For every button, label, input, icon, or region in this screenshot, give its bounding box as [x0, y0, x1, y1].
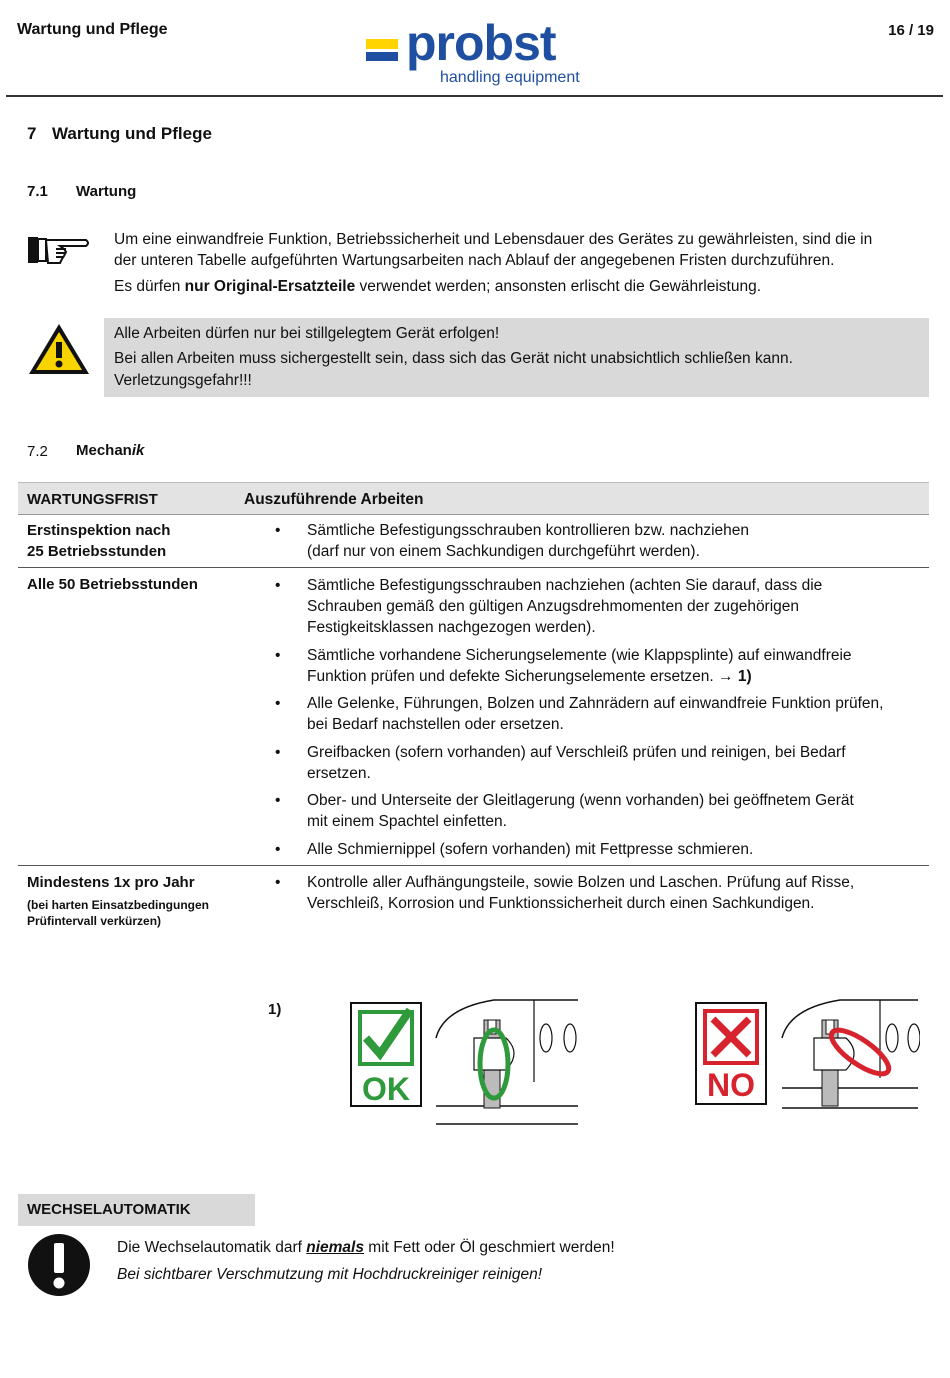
subsection-number-7-1: 7.1: [27, 183, 48, 200]
row2-task-6-line1: Alle Schmiernippel (sofern vorhanden) mit Fettpresse schmieren.: [307, 841, 754, 858]
row1-task-1-text: [307, 520, 927, 562]
pointing-hand-icon: [26, 232, 92, 268]
wechsel-line1-pre: Die Wechselautomatik darf: [117, 1239, 307, 1256]
bullet: •: [275, 841, 281, 858]
mechanik-upright: Mechan: [76, 442, 132, 459]
wechselautomatik-heading: WECHSELAUTOMATIK: [18, 1194, 255, 1226]
row-divider: [18, 865, 929, 866]
row2-task-1-line2: Schrauben gemäß den gültigen Anzugsdrehmomenten der zugehörigen: [307, 598, 800, 615]
subsection-title-mechanik: [76, 442, 144, 459]
header-divider: [6, 95, 943, 97]
row2-task-5-line2: mit einem Spachtel einfetten.: [307, 813, 507, 830]
safety-warning-box: [104, 318, 929, 397]
row-divider: [18, 567, 929, 568]
row2-task-4-text: [307, 742, 927, 784]
wechsel-emphasis: niemals: [306, 1239, 364, 1256]
logo-wordmark: probst: [406, 15, 556, 71]
row3-interval-note-line1: (bei harten Einsatzbedingungen: [27, 898, 210, 912]
ok-sign-label: OK: [362, 1071, 410, 1107]
row1-interval-line2: 25 Betriebsstunden: [27, 543, 167, 560]
subsection-title-wartung: Wartung: [76, 183, 137, 200]
subsection-number-7-2: 7.2: [27, 443, 48, 460]
bullet: •: [275, 695, 281, 712]
original-parts-note: [114, 276, 761, 297]
wechsel-line1-post: mit Fett oder Öl geschmiert werden!: [363, 1239, 615, 1256]
row2-interval: Alle 50 Betriebsstunden: [27, 576, 198, 593]
original-parts-pre: Es dürfen: [114, 278, 185, 295]
original-parts-post: verwendet werden; ansonsten erlischt die Gewährleistung.: [355, 278, 762, 295]
bullet: •: [275, 792, 281, 809]
row2-task-3-line2: bei Bedarf nachstellen oder ersetzen.: [307, 716, 564, 733]
row3-task-1-line2: Verschleiß, Korrosion und Funktionssicherheit durch einen Sachkundigen.: [307, 895, 815, 912]
bullet: •: [275, 522, 281, 539]
table-header-row: [18, 482, 929, 515]
logo-subtitle: handling equipment: [440, 69, 580, 86]
bullet: •: [275, 744, 281, 761]
row2-task-3-line1: Alle Gelenke, Führungen, Bolzen und Zahnrädern auf einwandfreie Funktion prüfen,: [307, 695, 884, 712]
row3-task-1-text: [307, 872, 927, 914]
row1-task-1-line2: (darf nur von einem Sachkundigen durchgeführt werden).: [307, 543, 700, 560]
probst-logo: [366, 15, 596, 92]
original-parts-bold: nur Original-Ersatzteile: [184, 278, 356, 295]
wechsel-cleaning-line: Bei sichtbarer Verschmutzung mit Hochdruckreiniger reinigen!: [117, 1266, 543, 1283]
row2-task-4-line1: Greifbacken (sofern vorhanden) auf Verschleiß prüfen und reinigen, bei Bedarf: [307, 744, 846, 761]
row2-task-3-text: [307, 693, 947, 735]
row3-interval: [27, 872, 209, 929]
mechanik-italic: ik: [131, 442, 145, 459]
row2-task-4-line2: ersetzen.: [307, 765, 371, 782]
warning-line-3: Verletzungsgefahr!!!: [114, 372, 252, 389]
row2-task-5-line1: Ober- und Unterseite der Gleitlagerung (wenn vorhanden) bei geöffnetem Gerät: [307, 792, 854, 809]
row1-interval: [27, 520, 170, 562]
row1-interval-line1: Erstinspektion nach: [27, 522, 171, 539]
maintenance-table: [18, 482, 929, 928]
incorrect-pin-illustration: [780, 998, 920, 1112]
row2-task-1-line3: Festigkeitsklassen nachgezogen werden).: [307, 619, 596, 636]
logo-blue-bar: [366, 52, 398, 61]
bullet: •: [275, 647, 281, 664]
row2-task-2-line2: [307, 666, 927, 687]
intro-line-1: Um eine einwandfreie Funktion, Betriebssicherheit und Lebensdauer des Gerätes zu gewährleisten, sind die in: [114, 231, 873, 248]
col-header-interval: WARTUNGSFRIST: [27, 491, 158, 508]
row2-task-2-text: [307, 645, 927, 687]
warning-line-1: Alle Arbeiten dürfen nur bei stillgelegtem Gerät erfolgen!: [114, 325, 500, 342]
row2-task-2-line1: Sämtliche vorhandene Sicherungselemente (wie Klappsplinte) auf einwandfreie: [307, 647, 852, 664]
section-title: Wartung und Pflege: [52, 124, 212, 143]
row1-task-1-line1: Sämtliche Befestigungsschrauben kontrollieren bzw. nachziehen: [307, 522, 750, 539]
row2-task-5-text: [307, 790, 927, 832]
no-cross-icon: [695, 1002, 767, 1105]
logo-yellow-bar: [366, 39, 398, 49]
bullet: •: [275, 874, 281, 891]
warning-triangle-icon: [27, 322, 91, 376]
correct-pin-illustration: [434, 998, 578, 1128]
bullet: •: [275, 577, 281, 594]
row2-task-1-text: [307, 575, 927, 638]
footnote-1-label: 1): [268, 1001, 282, 1018]
page-number: 16 / 19: [888, 22, 934, 39]
row3-interval-note-line2: Prüfintervall verkürzen): [27, 914, 162, 928]
row3-task-1-line1: Kontrolle aller Aufhängungsteile, sowie Bolzen und Laschen. Prüfung auf Risse,: [307, 874, 855, 891]
col-header-tasks: Auszuführende Arbeiten: [244, 491, 424, 508]
row2-task-2-line2-text: Funktion prüfen und defekte Sicherungselemente ersetzen.: [307, 668, 719, 685]
row2-task-6-text: [307, 839, 927, 860]
wechsel-warning-line: [117, 1239, 615, 1257]
ok-check-icon: [350, 1002, 422, 1107]
no-sign-label: NO: [707, 1067, 755, 1103]
row2-task-1-line1: Sämtliche Befestigungsschrauben nachziehen (achten Sie darauf, dass die: [307, 577, 823, 594]
footnote-reference: → 1): [718, 668, 752, 685]
intro-line-2: der unteren Tabelle aufgeführten Wartungsarbeiten nach Ablauf der angegebenen Fristen durchzuführen.: [114, 252, 835, 269]
row3-interval-label: Mindestens 1x pro Jahr: [27, 874, 195, 891]
warning-line-2: Bei allen Arbeiten muss sichergestellt sein, dass sich das Gerät nicht unabsichtlich schließen kann.: [114, 350, 793, 367]
section-number: 7: [27, 124, 37, 143]
exclamation-circle-icon: [27, 1233, 91, 1297]
header-title: Wartung und Pflege: [17, 21, 168, 38]
